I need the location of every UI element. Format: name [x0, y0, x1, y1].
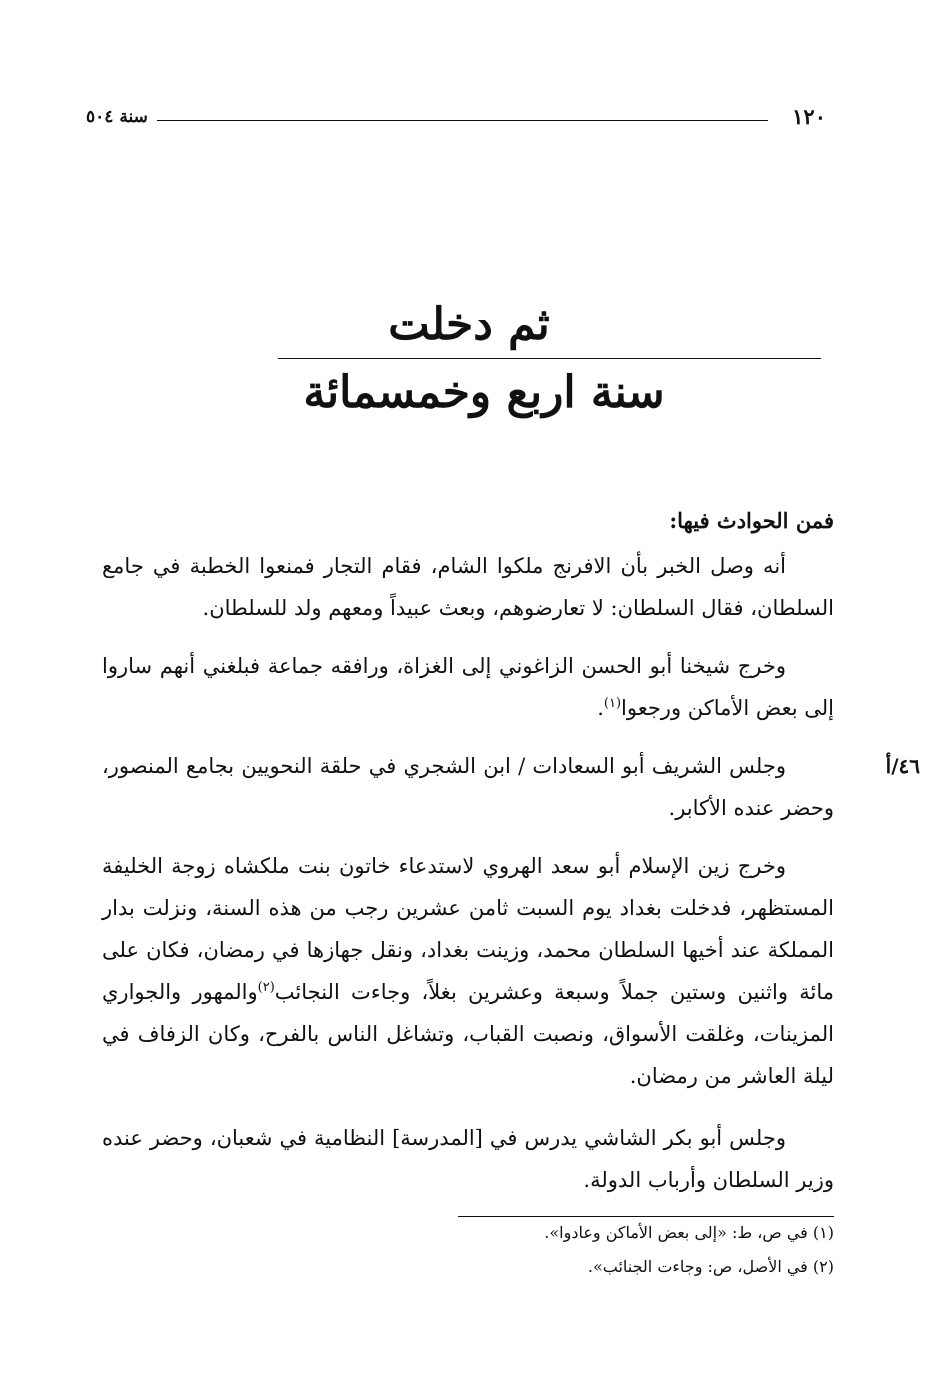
paragraph-4-text: وخرج زين الإسلام أبو سعد الهروي لاستدعاء خاتون بنت ملكشاه زوجة الخليفة المستظهر، فدخلت بغداد يوم السبت ثامن عشرين رجب من هذه السنة، ونزلت بدار المملكة عند أخيها السلطان محمد، وزينت بغداد، ونقل جهازها في رمضان، فكان على مائة واثنين وستين جملاً وسبعة وعشرين بغلاً، وجاءت النجائب: [102, 854, 834, 1004]
footnote-ref-2: (٢): [257, 980, 275, 995]
paragraph-5: [102, 1117, 834, 1201]
footnote-2: (٢) في الأصل، ص: وجاءت الجنائب».: [587, 1257, 834, 1276]
header-rule: [157, 120, 768, 121]
title-rule: [278, 358, 821, 359]
paragraph-4-continued: والمهور والجواري المزينات، وغلقت الأسواق، ونصبت القباب، وتشاغل الناس بالفرح، وكان الزفاف في ليلة العاشر من رمضان.: [102, 980, 834, 1088]
section-subheading: فمن الحوادث فيها:: [669, 508, 834, 533]
paragraph-1-text: أنه وصل الخبر بأن الافرنج ملكوا الشام، فقام التجار فمنعوا الخطبة في جامع السلطان، فقال السلطان: لا تعارضوهم، وبعث عبيداً ومعهم ولد للسلطان.: [102, 554, 834, 620]
running-title: سنة ٥٠٤: [86, 107, 148, 127]
paragraph-3: [102, 745, 834, 829]
footnote-1: (١) في ص، ط: «إلى بعض الأماكن وعادوا».: [544, 1223, 834, 1242]
footnote-rule: [458, 1216, 834, 1217]
paragraph-2-text: وخرج شيخنا أبو الحسن الزاغوني إلى الغزاة، ورافقه جماعة فبلغني أنهم ساروا إلى بعض الأماكن ورجعوا: [102, 654, 834, 720]
paragraph-4: [102, 845, 834, 1097]
paragraph-1: [102, 545, 834, 629]
paragraph-2: [102, 645, 834, 729]
paragraph-3-text: وجلس الشريف أبو السعادات / ابن الشجري في حلقة النحويين بجامع المنصور، وحضر عنده الأكابر.: [102, 754, 834, 820]
paragraph-2-end: .: [597, 696, 604, 720]
page-number: ١٢٠: [792, 104, 826, 129]
paragraph-5-text: وجلس أبو بكر الشاشي يدرس في [المدرسة] النظامية في شعبان، وحضر عنده وزير السلطان وأرباب الدولة.: [102, 1126, 834, 1192]
chapter-title-line1: ثم دخلت: [388, 299, 550, 350]
footnote-ref-1: (١): [603, 696, 622, 711]
manuscript-folio-reference: ٤٦/أ: [885, 754, 920, 778]
chapter-title-line2: سنة اربع وخمسمائة: [303, 367, 665, 418]
